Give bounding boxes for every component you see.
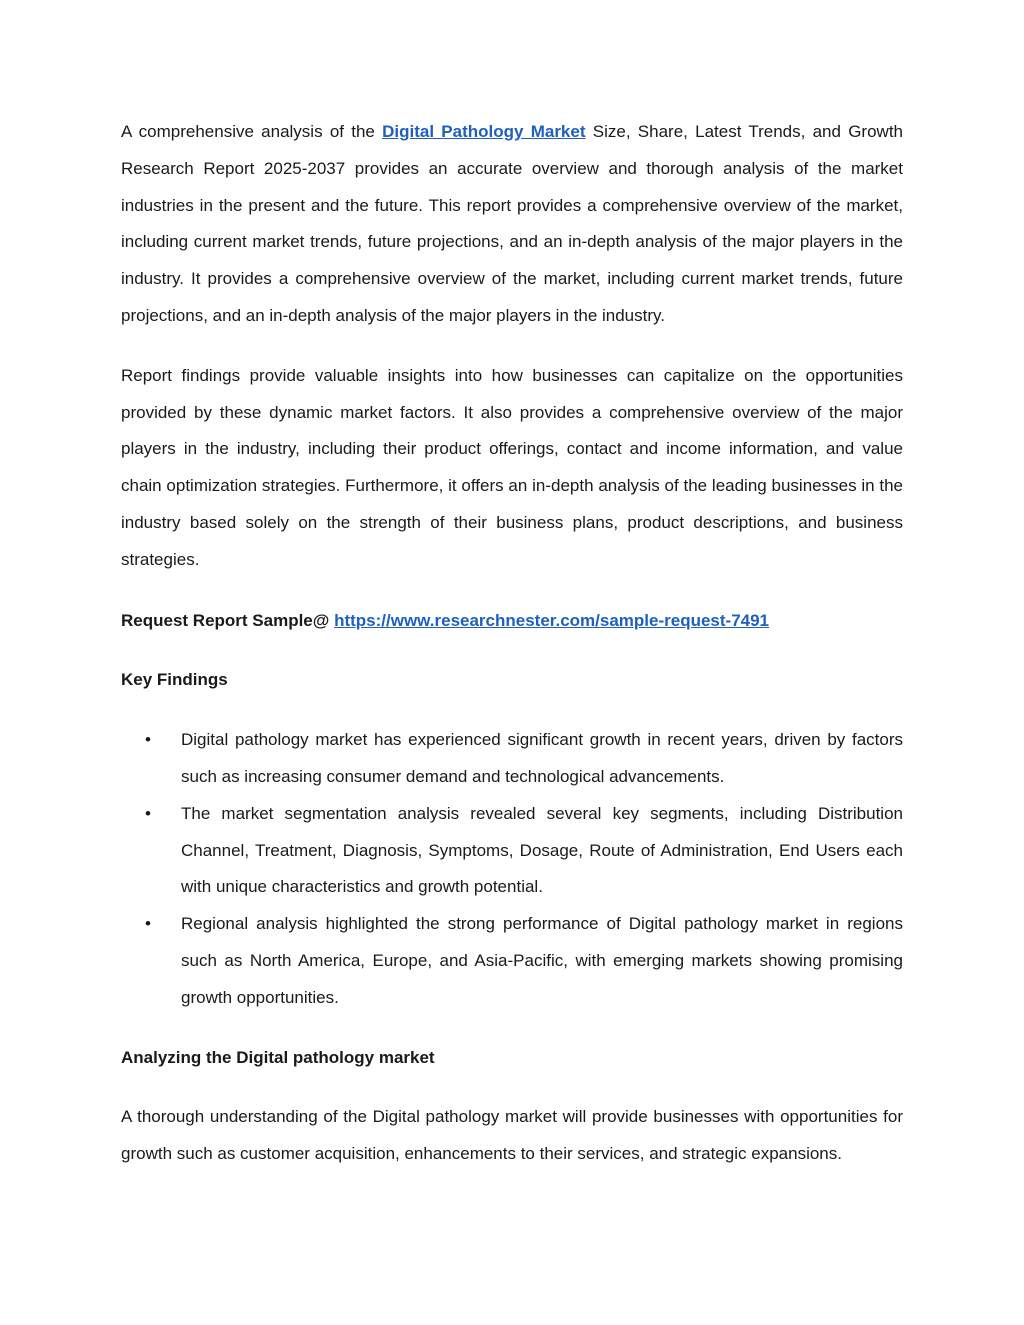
intro-paragraph [121,114,903,335]
list-item-text: Digital pathology market has experienced significant growth in recent years, driven by factors such as increasing consumer demand and technological advancements. [181,730,903,786]
bullet-icon: • [145,730,151,750]
analysis-paragraph: A thorough understanding of the Digital pathology market will provide businesses with opportunities for growth such as customer acquisition, enhancements to their services, and strategic expansions. [121,1107,903,1164]
findings-paragraph: Report findings provide valuable insights into how businesses can capitalize on the opportunities provided by these dynamic market factors. It also provides a comprehensive overview of the major players in the industry, including their product offerings, contact and income information, and value chain optimization strategies. Furthermore, it offers an in-depth analysis of the leading businesses in the industry based solely on the strength of their business plans, product descriptions, and business strategies. [121,365,903,569]
intro-text-rest: Size, Share, Latest Trends, and Growth Research Report 2025-2037 provides an accurate overview and thorough analysis of the market industries in the present and the future. This report provides a comprehensive overview of the market, including current market trends, future projections, and an in-depth analysis of the major players in the industry. It provides a comprehensive overview of the market, including current market trends, future projections, and an in-depth analysis of the major players in the industry. [121,122,903,325]
list-item [121,796,903,906]
digital-pathology-market-link[interactable]: Digital Pathology Market [382,122,586,141]
bullet-icon: • [145,914,151,934]
document-page [121,114,903,1197]
sample-request-line [121,603,903,640]
list-item [121,906,903,1016]
intro-text-start: A comprehensive analysis of the [121,122,383,141]
bullet-icon: • [145,803,151,823]
list-item [121,722,903,796]
list-item-text: The market segmentation analysis revealed several key segments, including Distribution Channel, Treatment, Diagnosis, Symptoms, Dosage, Route of Administration, End Users each with unique characteristics and growth potential. [181,803,903,897]
key-findings-list [121,722,903,1016]
analysis-heading: Analyzing the Digital pathology market [121,1047,435,1067]
list-item-text: Regional analysis highlighted the strong performance of Digital pathology market in regions such as North America, Europe, and Asia-Pacific, with emerging markets showing promising growth opportunities. [181,914,903,1007]
key-findings-heading: Key Findings [121,670,228,690]
sample-request-label: Request Report Sample@ [121,610,335,630]
sample-request-link[interactable]: https://www.researchnester.com/sample-request-7491 [334,610,770,630]
